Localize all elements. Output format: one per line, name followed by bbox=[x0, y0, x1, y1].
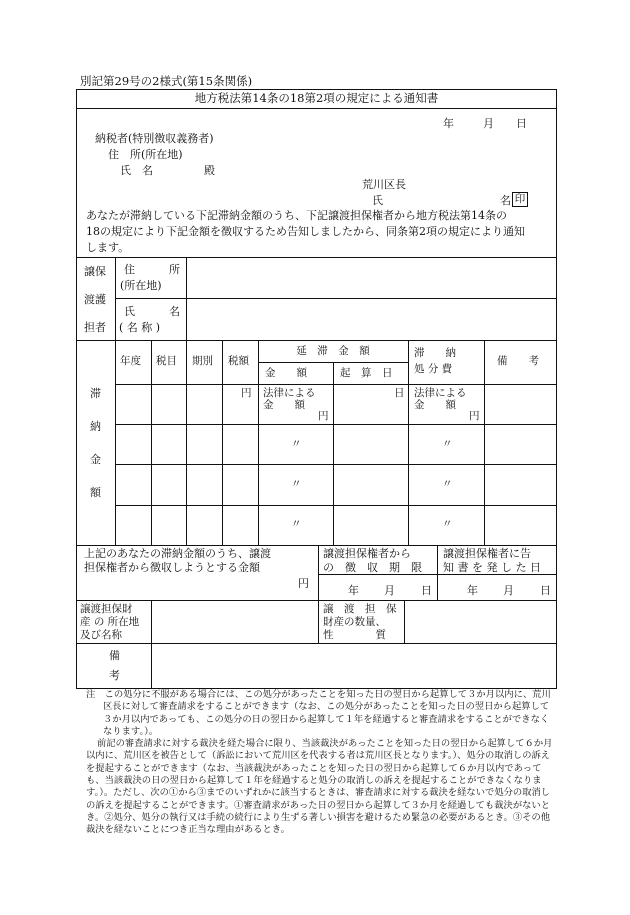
addressee-address: 住 所(所在地) bbox=[108, 148, 183, 161]
form-title: 地方税法第14条の18第2項の規定による通知書 bbox=[194, 91, 439, 105]
legal-notes bbox=[86, 689, 556, 837]
honorific: 殿 bbox=[204, 164, 215, 177]
addressee-name: 氏 名 bbox=[120, 164, 153, 177]
issuer-name-suffix: 名 bbox=[500, 194, 511, 207]
seal-mark: 印 bbox=[512, 192, 528, 207]
form-number: 別記第29号の2様式(第15条関係) bbox=[80, 74, 253, 88]
note-lawsuit: 前記の審査請求に対する裁決を経た場合に限り、当該裁決があったことを知った日の翌日から起算して６か月以内に、荒川区を被告として（訴訟において荒川区を代表する者は荒川区長となります。）、処分の取消しの訴えを提起することができます（なお、当該裁決があったことを知った日の翌日から起算して６か月以内であっても、当該裁決の日の翌日から起算して１年を経過すると処分の取消しの訴えを提起することができなくなります。）。ただし、次の①から③までのいずれかに該当するときは、審査請求に対する裁決を経ないで処分の取消しの訴えを提起することができます。①審査請求があった日の翌日から起算して３か月を経過しても裁決がないとき。②処分、処分の執行又は手続の続行により生ずる著しい損害を避けるため緊急の必要があるとき。③その他裁決を経ないことにつき正当な理由があるとき。 bbox=[86, 738, 553, 836]
addressee-label: 納税者(特別徴収義務者) bbox=[95, 132, 214, 145]
issuer-name-label: 氏 bbox=[372, 194, 383, 207]
note-review-request: 注 この処分に不服がある場合には、この処分があったことを知った日の翌日から起算して３か月以内に、荒川区長に対して審査請求をすることができます（なお、この処分があったことを知った日の翌日から起算して３か月以内であっても、この処分の日の翌日から起算して１年を経過すると審査請求をすることができなくなります。）。 bbox=[86, 689, 551, 737]
issuer-title: 荒川区長 bbox=[362, 178, 406, 191]
